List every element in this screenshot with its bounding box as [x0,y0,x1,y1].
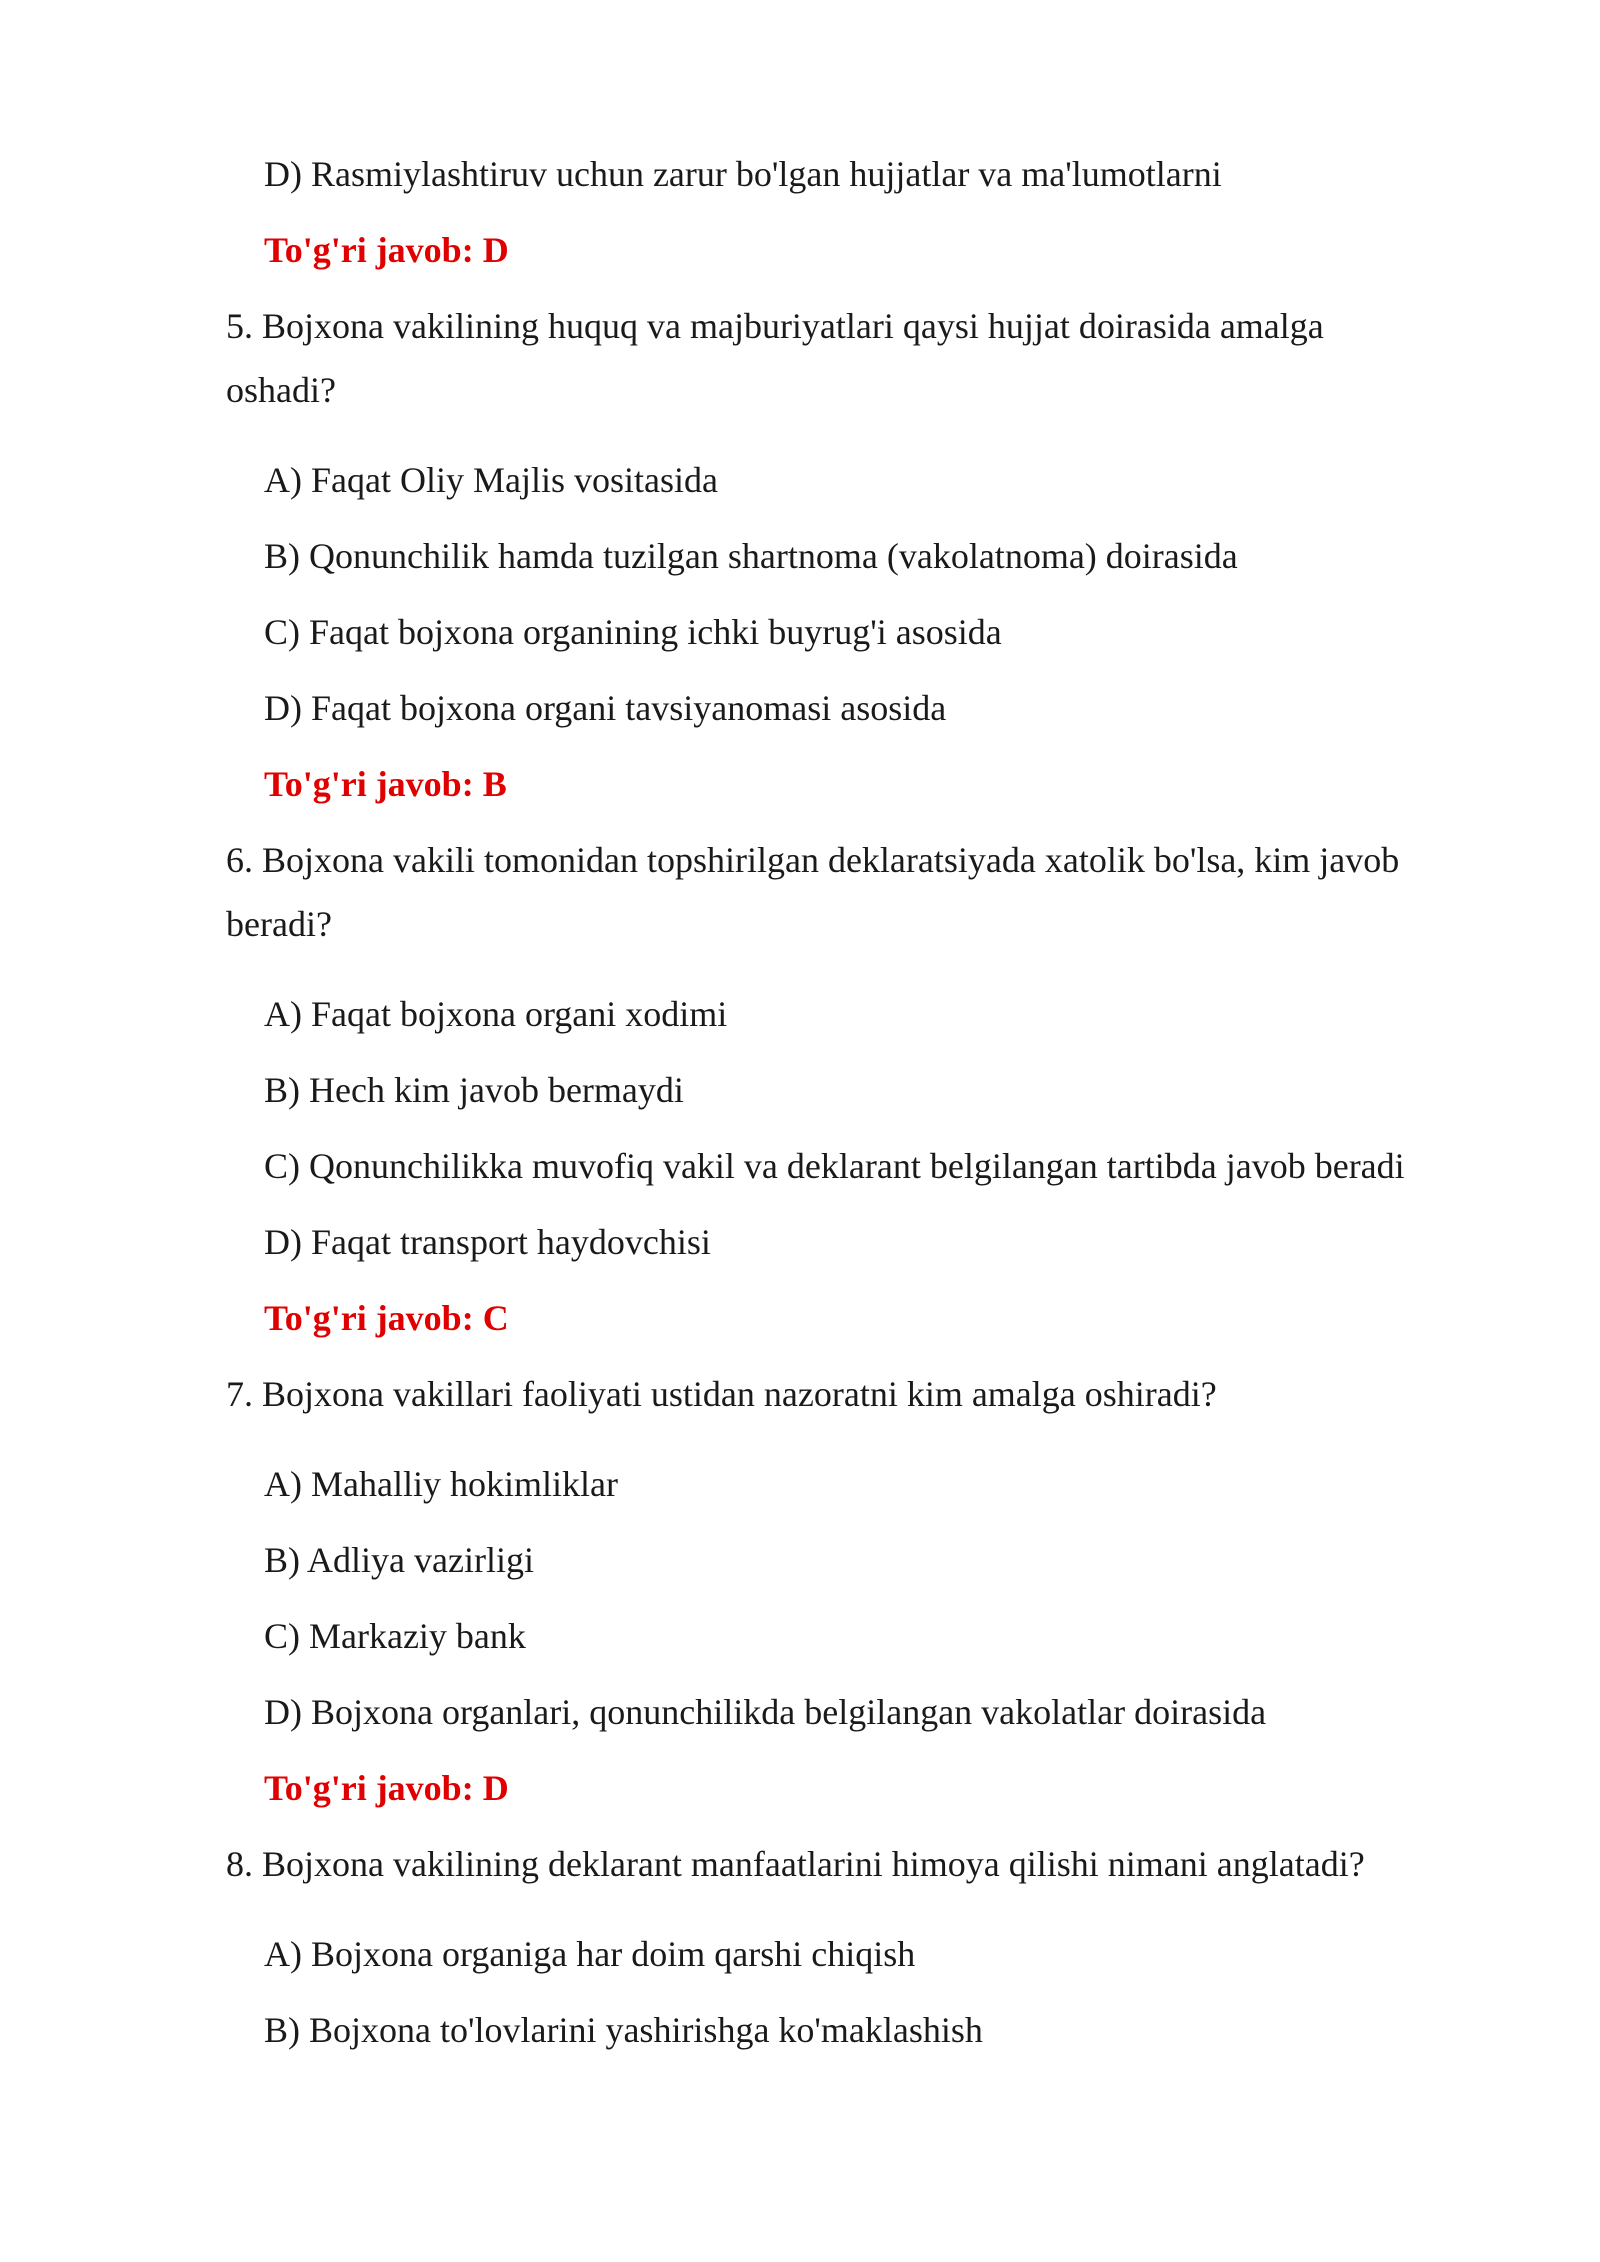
option-line: B) Adliya vazirligi [264,1540,534,1580]
option-line: D) Faqat bojxona organi tavsiyanomasi asosida [264,688,947,728]
question-line: 7. Bojxona vakillari faoliyati ustidan nazoratni kim amalga oshiradi? [226,1374,1217,1414]
option-line: D) Bojxona organlari, qonunchilikda belgilangan vakolatlar doirasida [264,1692,1267,1732]
question-line: 5. Bojxona vakilining huquq va majburiyatlari qaysi hujjat doirasida amalga [226,306,1324,346]
correct-answer: To'g'ri javob: D [264,230,509,270]
question-line: beradi? [226,904,332,944]
option-line: A) Mahalliy hokimliklar [264,1464,618,1504]
option-line: D) Rasmiylashtiruv uchun zarur bo'lgan hujjatlar va ma'lumotlarni [264,154,1222,194]
option-line: B) Qonunchilik hamda tuzilgan shartnoma (vakolatnoma) doirasida [264,536,1238,576]
question-line: 6. Bojxona vakili tomonidan topshirilgan deklaratsiyada xatolik bo'lsa, kim javob [226,840,1400,880]
option-line: A) Bojxona organiga har doim qarshi chiqish [264,1934,916,1974]
question-line: 8. Bojxona vakilining deklarant manfaatlarini himoya qilishi nimani anglatadi? [226,1844,1365,1884]
correct-answer: To'g'ri javob: B [264,764,507,804]
option-line: A) Faqat Oliy Majlis vositasida [264,460,718,500]
option-line: B) Hech kim javob bermaydi [264,1070,684,1110]
option-line: C) Faqat bojxona organining ichki buyrug'i asosida [264,612,1002,652]
option-line: C) Markaziy bank [264,1616,526,1656]
option-line: D) Faqat transport haydovchisi [264,1222,711,1262]
option-line: A) Faqat bojxona organi xodimi [264,994,728,1034]
correct-answer: To'g'ri javob: C [264,1298,509,1338]
question-line: oshadi? [226,370,336,410]
option-line: C) Qonunchilikka muvofiq vakil va deklarant belgilangan tartibda javob beradi [264,1146,1405,1186]
option-line: B) Bojxona to'lovlarini yashirishga ko'maklashish [264,2010,983,2050]
correct-answer: To'g'ri javob: D [264,1768,509,1808]
